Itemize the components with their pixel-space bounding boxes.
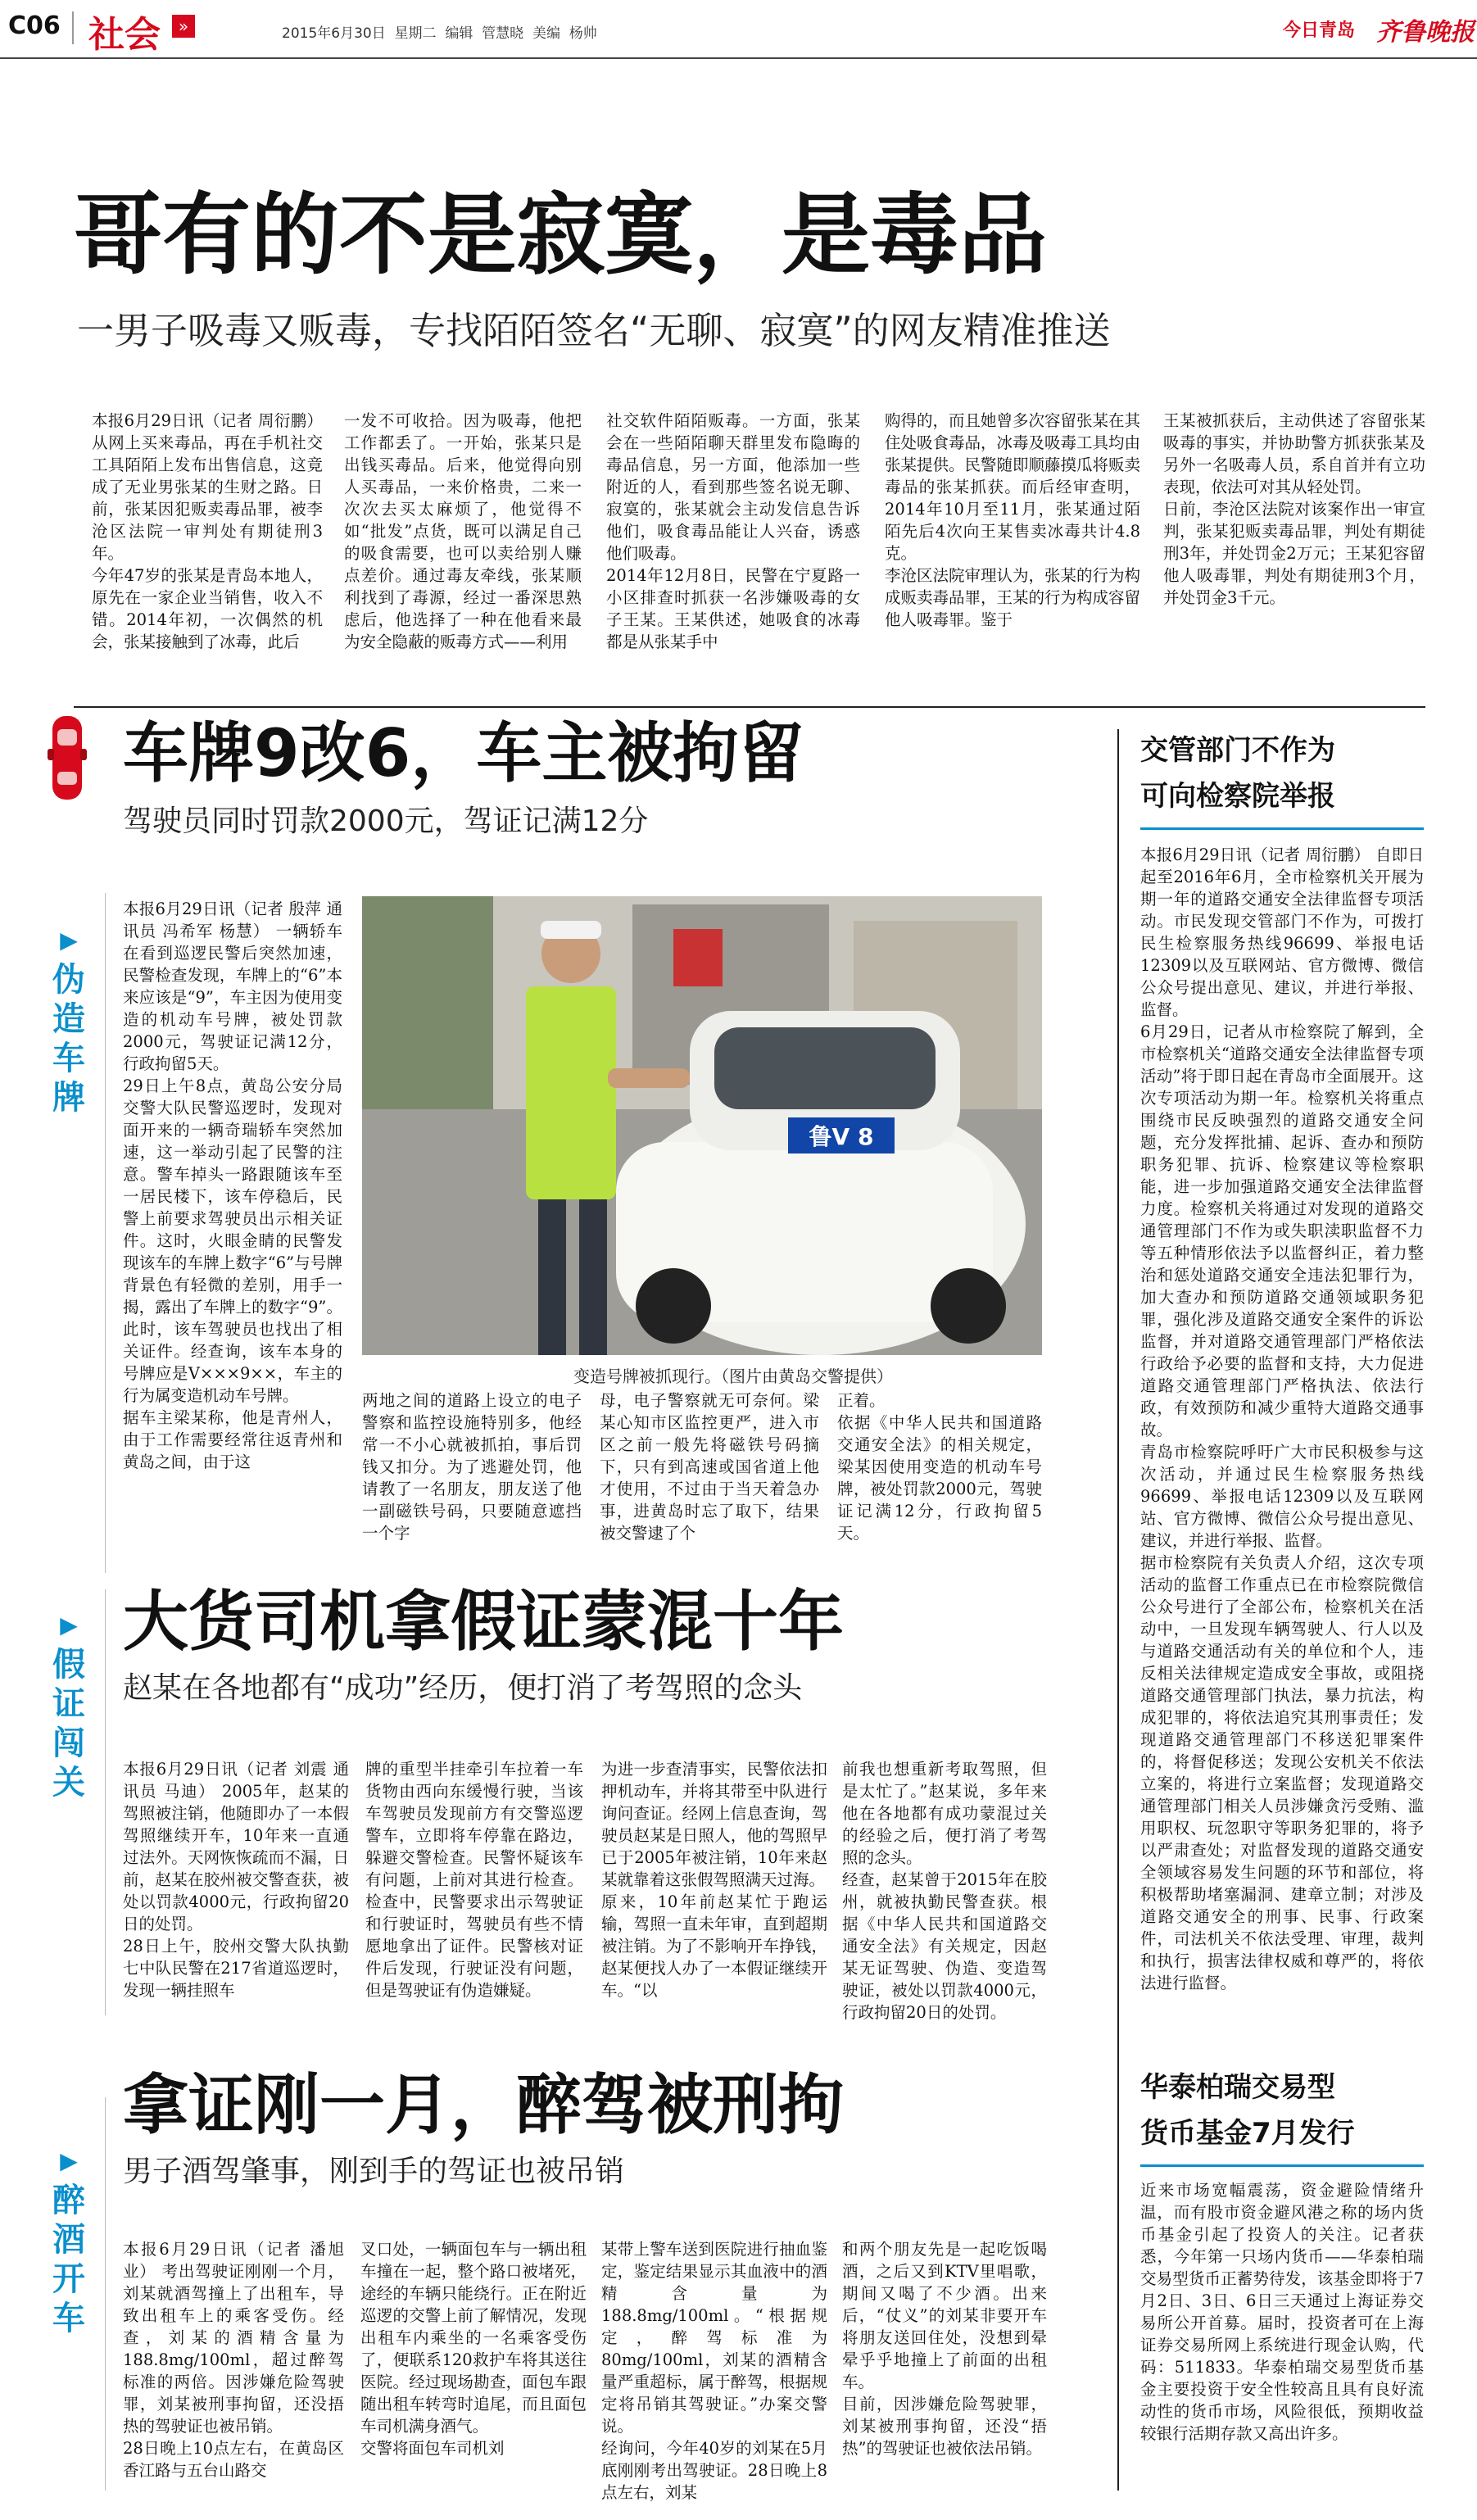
article2-photo-caption: 变造号牌被抓现行。（图片由黄岛交警提供） xyxy=(573,1367,893,1386)
section-label: 社会 xyxy=(88,14,161,56)
article1-col-4: 购得的，而且她曾多次容留张某在其住处吸食毒品，冰毒及吸毒工具均由张某提供。民警随即顺藤摸瓜将贩卖毒品的张某抓获。而后经审查明，2014年10月至11月，张某通过陌陌先后4次向王某售卖冰毒共计4.8克。 李沧区法院审理认为，张某的行为构成贩卖毒品罪，王某的行为构成容留他人吸毒罪。鉴于 xyxy=(885,411,1141,629)
article4-tag-label: 醉酒开车 xyxy=(52,2182,85,2337)
article3-col-3: 为进一步查清事实，民警依法扣押机动车，并将其带至中队进行询问查证。经网上信息查询，驾驶员赵某是日照人，他的驾照早已于2005年被注销，10年来赵某就靠着这张假驾照满天过海。 原来，10年前赵某忙于跑运输，驾照一直未年审，直到超期被注销。为了不影响开车挣钱，赵某便找人办了一本假证继续开车。“以 xyxy=(601,1760,827,2000)
article3-col-2: 牌的重型半挂牵引车拉着一车货物由西向东缓慢行驶，当该车驾驶员发现前方有交警巡逻警车，立即将车停靠在路边，躲避交警检查。民警怀疑该车有问题，上前对其进行检查。检查中，民警要求出示驾驶证和行驶证时，驾驶员有些不情愿地拿出了证件。民警核对证件后发现，行驶证没有问题，但是驾驶证有伪造嫌疑。 xyxy=(365,1760,583,2000)
article1-subtitle: 一男子吸毒又贩毒，专找陌陌签名“无聊、寂寞”的网友精准推送 xyxy=(77,309,1111,352)
sidebar-divider xyxy=(1117,729,1119,2491)
article2-col-4: 正着。 依据《中华人民共和国道路交通安全法》的相关规定，梁某因使用变造的机动车号牌，被处罚款2000元，驾驶证记满12分，行政拘留5天。 xyxy=(837,1391,1042,1543)
header-rule xyxy=(0,57,1477,59)
page-header xyxy=(0,0,1477,56)
sidebar1-body: 本报6月29日讯（记者 周衍鹏） 自即日起至2016年6月，全市检察机关开展为期一年的道路交通安全法律监督专项活动。市民发现交管部门不作为，可拨打民生检察服务热线96699、举报电话12309以及互联网站、官方微博、微信公众号提出意见、建议，并进行举报、监督。 6月29日，记者从市检察院了解到，全市检察机关“道路交通安全法律监督专项活动”将于即日起在青岛市全面展开。这次专项活动为期一年。检察机关将重点围绕市民反映强烈的道路交通安全问题，充分发挥批捕、起诉、查办和预防职务犯罪、抗诉、检察建议等检察职能，进一步加强道路交通安全法律监督力度。检察机关将通过对发现的道路交通管理部门不作为或失职渎职监督不力等五种情形依法予以监督纠正，着力整治和惩处道路交通安全违法犯罪行为，加大查办和预防道路交通领域职务犯罪，强化涉及道路交通安全案件的诉讼监督，并对道路交通管理部门严格依法行政给予必要的监督和支持，大力促进道路交通管理部门严格执法、依法行政，有效预防和减少重特大道路交通事故。 青岛市检察院呼吁广大市民积极参与这次活动，并通过民生检察服务热线96699、举报电话12309以及互联网站、官方微博、微信公众号提出意见、建议，并进行举报、监督。 据市检察院有关负责人介绍，这次专项活动的监督工作重点已在市检察院微信公众号进行了全部公布，检察机关在活动中，一旦发现车辆驾驶人、行人以及与道路交通活动有关的单位和个人，违反相关法律规定造成安全事故，或阻挠道路交通管理部门执法，暴力抗法，构成犯罪的，将依法追究其刑事责任；发现道路交通管理部门不移送犯罪案件的，将督促移送；发现公安机关不依法立案的，将进行立案监督；发现道路交通管理部门相关人员涉嫌贪污受贿、滥用职权、玩忽职守等职务犯罪的，将予以严肃查处；对监督发现的道路交通安全领域容易发生问题的环节和部位，将积极帮助堵塞漏洞、建章立制；对涉及道路交通安全的刑事、民事、行政案件，司法机关不依法受理、审理，裁判和执行，损害法律权威和尊严的，将依法进行监督。 xyxy=(1140,845,1424,1992)
car-icon xyxy=(48,713,87,803)
article3-tag xyxy=(48,1606,90,1802)
article4-col-1: 本报6月29日讯（记者 潘旭业） 考出驾驶证刚刚一个月，刘某就酒驾撞上了出租车，导致出租车上的乘客受伤。经查，刘某的酒精含量为188.8mg/100ml，超过醉驾标准的两倍。因涉嫌危险驾驶罪，刘某被刑事拘留，还没捂热的驾驶证也被吊销。 28日晚上10点左右，在黄岛区香江路与五台山路交 xyxy=(123,2240,344,2480)
article1-divider xyxy=(74,706,1425,708)
sidebar2-body: 近来市场宽幅震荡，资金避险情绪升温，而有股市资金避风港之称的场内货币基金引起了投资人的关注。记者获悉，今年第一只场内货币——华泰柏瑞交易型货币正蓄势待发，该基金即将于7月2日、3日、6日三天通过上海证券交易所公开首募。届时，投资者可在上海证券交易所网上系统进行现金认购，代码：511833。华泰柏瑞交易型货币基金主要投资于安全性较高且具有良好流动性的货币市场，风险很低，预期收益较银行活期存款又高出许多。 xyxy=(1140,2181,1424,2443)
article3-tag-rule xyxy=(105,1589,106,2015)
sidebar2-rule xyxy=(1140,2164,1424,2167)
section-right-label: 今日青岛 xyxy=(1283,20,1356,41)
arrow-right-icon: ▶ xyxy=(60,2147,78,2174)
sidebar1-title-line2: 可向检察院举报 xyxy=(1140,780,1335,813)
article4-subtitle: 男子酒驾肇事，刚到手的驾证也被吊销 xyxy=(123,2155,625,2188)
sidebar2-title-line1: 华泰柏瑞交易型 xyxy=(1140,2071,1335,2104)
article3-title: 大货司机拿假证蒙混十年 xyxy=(123,1584,844,1660)
article4-title: 拿证刚一月，醉驾被刑拘 xyxy=(123,2067,844,2143)
sidebar1-title-line1: 交管部门不作为 xyxy=(1140,734,1335,767)
page-number: C06 xyxy=(8,11,61,40)
article2-col-1: 本报6月29日讯（记者 殷萍 通讯员 冯希军 杨慧） 一辆轿车在看到巡逻民警后突然加速，民警检查发现，车牌上的“6”本来应该是“9”，车主因为使用变造的机动车号牌，被处罚款2000元，驾驶证记满12分，行政拘留5天。 29日上午8点，黄岛公安分局交警大队民警巡逻时，发现对面开来的一辆奇瑞轿车突然加速，这一举动引起了民警的注意。警车掉头一路跟随该车至一居民楼下，该车停稳后，民警上前要求驾驶员出示相关证件。这时，火眼金睛的民警发现该车的车牌上数字“6”与号牌背景色有轻微的差别，用手一揭，露出了车牌上的数字“9”。此时，该车驾驶员也找出了相关证件。经查询，该车本身的号牌应是V×××9××，车主的行为属变造机动车号牌。 据车主梁某称，他是青州人，由于工作需要经常往返青州和黄岛之间，由于这 xyxy=(123,900,342,1471)
double-chevron-icon: » xyxy=(172,15,195,38)
article4-col-2: 叉口处，一辆面包车与一辆出租车撞在一起，整个路口被堵死，途经的车辆只能绕行。正在附近巡逻的交警上前了解情况，发现出租车内乘坐的一名乘客受伤了，便联系120救护车将其送往医院。经过现场勘查，面包车跟随出租车转弯时追尾，而且面包车司机满身酒气。 交警将面包车司机刘 xyxy=(360,2240,587,2458)
article4-tag-rule xyxy=(105,2097,106,2491)
article2-photo xyxy=(362,896,1042,1355)
article2-tag xyxy=(48,921,90,1117)
arrow-right-icon: ▶ xyxy=(60,1611,78,1638)
masthead-logo: 齐鲁晚报 xyxy=(1376,18,1475,47)
article4-tag xyxy=(48,2142,90,2338)
issue-meta: 2015年6月30日 星期二 编辑 管慧晓 美编 杨帅 xyxy=(282,25,597,42)
article1-col-3: 社交软件陌陌贩毒。一方面，张某会在一些陌陌聊天群里发布隐晦的毒品信息，另一方面，他添加一些附近的人，看到那些签名说无聊、寂寞的，张某就会主动发信息告诉他们，吸食毒品能让人兴奋，诱惑他们吸毒。 2014年12月8日，民警在宁夏路一小区排查时抓获一名涉嫌吸毒的女子王某。王某供述，她吸食的冰毒都是从张某手中 xyxy=(606,411,860,651)
article1-title: 哥有的不是寂寞，是毒品 xyxy=(74,184,1048,287)
sidebar1-title xyxy=(1140,727,1435,819)
article2-col-2: 两地之间的道路上设立的电子警察和监控设施特别多，他经常一不小心就被抓拍，事后罚钱又扣分。为了逃避处罚，他请教了一名朋友，朋友送了他一副磁铁号码，只要随意遮挡一个字 xyxy=(362,1391,582,1543)
article2-title: 车牌9改6，车主被拘留 xyxy=(123,715,804,791)
article3-col-4: 前我也想重新考取驾照，但是太忙了。”赵某说，多年来他在各地都有成功蒙混过关的经验之后，便打消了考驾照的念头。 经查，赵某曾于2015年在胶州，就被执勤民警查获。根据《中华人民共和国道路交通安全法》有关规定，因赵某无证驾驶、伪造、变造驾驶证，被处以罚款4000元，行政拘留20日的处罚。 xyxy=(842,1760,1047,2022)
article2-col-3: 母，电子警察就无可奈何。梁某心知市区监控更严，进入市区之前一般先将磁铁号码摘下，只有到高速或国省道上他才使用，不过由于当天着急办事，进黄岛时忘了取下，结果被交警逮了个 xyxy=(600,1391,819,1543)
article4-col-3: 某带上警车送到医院进行抽血鉴定，鉴定结果显示其血液中的酒精含量为188.8mg/100ml。“根据规定，醉驾标准为80mg/100ml，刘某的酒精含量严重超标，属于醉驾，根据规定将吊销其驾驶证。”办案交警说。 经询问，今年40岁的刘某在5月底刚刚考出驾驶证。28日晚上8点左右，刘某 xyxy=(601,2240,827,2502)
article4-col-4: 和两个朋友先是一起吃饭喝酒，之后又到KTV里唱歌，期间又喝了不少酒。出来后，“仗义”的刘某非要开车将朋友送回住处，没想到晕晕乎乎地撞上了前面的出租车。 目前，因涉嫌危险驾驶罪，刘某被刑事拘留，还没“捂热”的驾驶证也被依法吊销。 xyxy=(842,2240,1047,2458)
article1-col-2: 一发不可收拾。因为吸毒，他把工作都丢了。一开始，张某只是出钱买毒品。后来，他觉得向别人买毒品，一来价格贵，二来一次次去买太麻烦了，他觉得不如“批发”点货，既可以满足自己的吸食需要，也可以卖给别人赚点差价。通过毒友牵线，张某顺利找到了毒源，经过一番深思熟虑后，他选择了一种在他看来最为安全隐蔽的贩毒方式——利用 xyxy=(344,411,582,651)
article3-tag-label: 假证闯关 xyxy=(52,1646,85,1802)
sidebar1-rule xyxy=(1140,827,1424,830)
license-plate: 鲁V 8 xyxy=(788,1117,895,1153)
article3-subtitle: 赵某在各地都有“成功”经历，便打消了考驾照的念头 xyxy=(123,1671,803,1705)
arrow-right-icon: ▶ xyxy=(60,927,78,954)
sidebar2-title-line2: 货币基金7月发行 xyxy=(1140,2117,1355,2150)
header-divider xyxy=(72,11,74,44)
sidebar2-title xyxy=(1140,2064,1435,2156)
article2-subtitle: 驾驶员同时罚款2000元，驾证记满12分 xyxy=(123,804,649,838)
article2-tag-rule xyxy=(105,893,106,1573)
article1-col-5: 王某被抓获后，主动供述了容留张某吸毒的事实，并协助警方抓获张某及另外一名吸毒人员，系自首并有立功表现，依法可对其从轻处罚。 日前，李沧区法院对该案作出一审宣判，张某犯贩卖毒品罪，判处有期徒刑3年，并处罚金2万元；王某犯容留他人吸毒罪，判处有期徒刑3个月，并处罚金3千元。 xyxy=(1163,411,1425,607)
article2-tag-label: 伪造车牌 xyxy=(52,961,85,1117)
article3-col-1: 本报6月29日讯（记者 刘震 通讯员 马迪） 2005年，赵某的驾照被注销，他随即办了一本假驾照继续开车，10年来一直通过法外。天网恢恢疏而不漏，日前，赵某在胶州被交警查获，被处以罚款4000元，行政拘留20日的处罚。 28日上午，胶州交警大队执勤七中队民警在217省道巡逻时，发现一辆挂照车 xyxy=(123,1760,349,2000)
article1-col-1: 本报6月29日讯（记者 周衍鹏） 从网上买来毒品，再在手机社交工具陌陌上发布出售信息，这竟成了无业男张某的生财之路。日前，张某因犯贩卖毒品罪，被李沧区法院一审判处有期徒刑3年。 今年47岁的张某是青岛本地人，原先在一家企业当销售，收入不错。2014年初，一次偶然的机会，张某接触到了冰毒，此后 xyxy=(92,411,323,651)
